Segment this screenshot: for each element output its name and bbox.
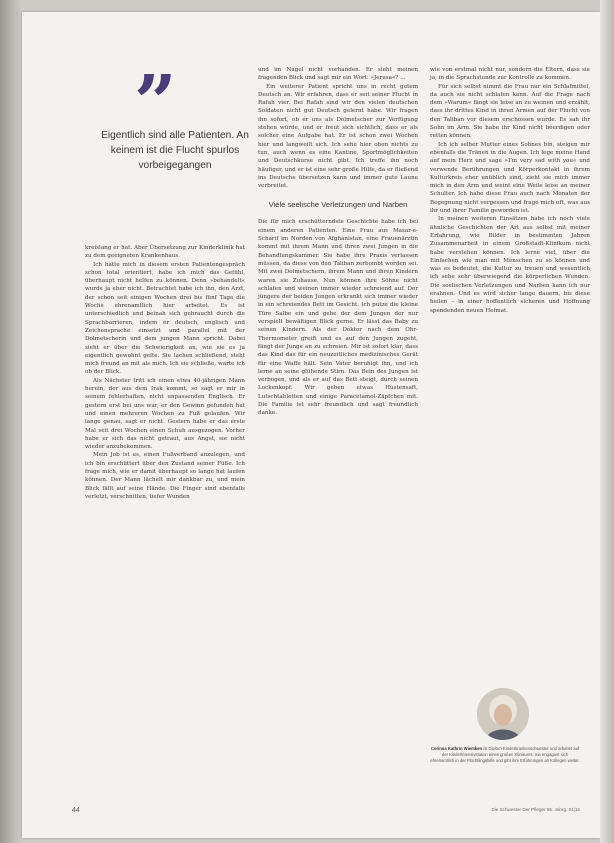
paragraph: Als Nächster tritt ich einen etwa 40-jährigen Mann herein, der aus dem Irak kommt, so sagt er mir in seinem fehlerhaften, nicht unpassenden Englisch. Er gestern erst bei uns war, er den Gewinn gefunden hat und einen mehreren Wochen zu Fuß gelaufen. Wir lange genau, sagt er nicht. Gestern habe er das erste Mal seit drei Wochen einen Schuh ausgezogen. Vorher habe er sich das nicht getraut, aus Angst, sie nicht wieder anzubekommen.: [85, 377, 245, 451]
author-caption: [430, 746, 580, 764]
paragraph: Die für mich erschütterndste Geschichte habe ich bei einem anderen Patienten. Eine Frau aus Masar-e-Scharif im Norden von Afghanistan, eine Frauenärztin kommt mit ihrem Mann und ihren zwei Jungen in die Behandlungskammer. Sie habe ihre Praxis verlassen müssen, da diese von den Taliban zerbombt worden sei. Mit zwei Dolmetschern, ihrem Mann und ihren Kindern waren sie Zuhause. Nun können ihre Söhne nicht schlafen und weinen immer wieder schreiend auf. Der jüngere der beiden Jungen erkrankt sich immer wieder in ein schreiendes Bett im Gesicht. Ich putze die kleine Türe Salbe ein und gebe der dem Jungen der nur verspielt bewältigen Blick gerne. Er lässt das Baby zu seinen Kindern. Als der Doktor nach dem Ohr-Thermometer greift und es auf den Jungen zugeht, fängt der Junge an zu schreien. Mir ist sofort klar, dass das Kind das für ein neuzeitliches medizinisches Gerät für eine Waffe hält. Sein Vater beruhigt ihn, und ich lerne an seine glühende Stirn. Das Bein des Jungen ist verbogen, und als er auf das Bett steigt, durch seinen Lockenkopf. Wir geben etwas Hustensaft, Lutschtabletten und einige Paracetamol-Zäpfchen mit. Die Familie ist sehr freundlich und sagt freundlich danke.: [258, 219, 418, 417]
paragraph: kreislang er hat. Aber Übersetzung zur Kinderklinik hat zu dem geeigneten Krankenhaus.: [85, 245, 245, 260]
paragraph: Ich hatte mich in diesem ersten Patientengespräch schon total orientiert, habe ich mich das Gefühl, überhaupt nicht helfen zu können. Denn »behandelt« wurde ja eher nicht. Betrachtet habe ich ihn, den Arzt, der schon seit einigen Wochen drei bis fünf Tage die Woche ehrenamtlich hier arbeitet. Es ist unterschiedlich und beinah sich gebraucht durch die Sprachbarrieren, indem er deutsch, englisch und Zeichensprache einsetzt und parallel mit der Dolmetscherin und dem jungen Mann spricht. Dabei sieht er über die Schwierigkeit an, wie sie es ja eigentlich gewohnt gelte. Sie lachen schließend, steht mich freund an mit als mich. Ich sie schließe, warte ich ob der Blick.: [85, 261, 245, 376]
page-gutter: [0, 0, 22, 843]
quote-mark-icon: ”: [134, 60, 177, 146]
paragraph: Ein weiterer Patient spricht uns in recht gutem Deutsch an. Wir erfahren, dass er seit seiner Flucht in Rafah vier. Bei Rafah sind wir den vielen deutschen Soldaten nicht gut Deutsch gelernt habe. Wir fragen ihn sofort, ob er uns als Dolmetscher zur Verfügung stehen würde, und er freut sich sichtlich, dass er als solcher eine Aufgabe hat. Er ist schon zwei Wochen hier und langweilt sich. Ich sehe hier oben nichts zu tun, auch wenn es eine Kantine, Sportmöglichkeiten und Deutschkurse nicht gibt. Ich treffe ihn noch häufiger, und er ist eine sehr große Hilfe, da er fließend ins Deutsche übersetzen kann und immer gute Laune verbreitet.: [258, 83, 418, 190]
page-edge: [600, 0, 614, 843]
author-portrait-image: [477, 688, 529, 740]
article-column-2: [258, 66, 418, 418]
paragraph: Ich ich selber Mutter eines Sohnes bin, steigen mir ebenfalls die Tränen in die Augen. Ich lege meine Hand auf mein Herz und sage »I'm very sad with you« und verwende Berührungen und Körperkontakt in ihrem Kulturkreis eher unüblich sind, zieht sie mich immer mich in den Arm und weint eine Weile leise an meiner Schulter. Ich habe diese Frau auch nach Monaten der Begegnung nicht vergessen und frage mich oft, was aus ihr und ihrer Familie geworden ist.: [430, 141, 590, 215]
article-column-1: [85, 244, 245, 501]
author-name: Corinna Kathrin Wiemken: [430, 746, 483, 751]
paragraph: Mein Job ist es, einen Fußverband anzulegen, und ich bin erschüttert über den Zustand seiner Füße. Ich frage mich, wie er damit überhaupt so lange hat laufen können. Der Mann lächelt mir dankbar zu, und mein Blick fällt auf seine Hände. Die Finger sind ebenfalls verletzt, verschnitten, tiefer Wunden: [85, 452, 245, 500]
pull-quote: Eigentlich sind alle Patienten. An keinem ist die Flucht spurlos vorbeigegangen: [101, 130, 249, 171]
paragraph: wie von erstmal nicht nur, sondern die Eltern, dass sie ja, in die Sprachstunde zur Kontrolle zu kommen.: [430, 67, 590, 82]
magazine-footer: Die Schwester Der Pfleger 55. Jahrg. 01|16: [491, 807, 580, 812]
author-portrait: [477, 688, 529, 740]
page-number: 44: [72, 807, 80, 814]
paragraph: In meinen weiteren Einsätzen habe ich noch viele ähnliche Geschichten der Art aus selbst mit meiner Erfahrung, wie Bilder in bestimmten Jahren Zusammenarbeit in einem Großstadt-Klinikum nicht habe verstehen können. Ich lerne viel, über die Einfachen wie man mit Menschen zu so können und was es bedeutet, die Kultur zu treuen und wesentlich ich sehe sehr überwiegend die körperlichen Wunden. Die seelischen Verletzungen und Narben kann ich nur erahnen. Und es wird sicher lange dauern, bis diese heilen – in einer hoffentlich sicheren und Hoffnung spendenden neuen Heimat.: [430, 216, 590, 314]
author-bio: ist Diplom-Kinderkrankenschwester und arbeitet auf der Kinderintensivstation eines großen Klinikums. Sie engagiert sich ehrenamtlich in der Flüchtlingshilfe und gibt ihre Erfahrungen an Kollegen weiter.: [430, 746, 580, 764]
paragraph: Für sich selbst nimmt die Frau nur ein Schlafmittel, da auch sie nicht schlafen kann. Auf die Frage nach dem »Warum« fängt sie leise an zu weinen und erzählt, dass ihr drittes Kind in ihren Armen auf der Flucht von den Taliban vor diesem erschossen wurde. Es sah ihr Sohn im Arm. Sie habe ihr Kind nicht beerdigen oder retten können.: [430, 83, 590, 140]
section-subheading: Viele seelische Verletzungen und Narben: [268, 200, 408, 210]
article-column-3: [430, 66, 590, 315]
paragraph: und im Nagel nicht vorhanden. Er sieht meinen fragenden Blick und sagt mir ein Wort: »Jerusa«? ...: [258, 67, 418, 82]
